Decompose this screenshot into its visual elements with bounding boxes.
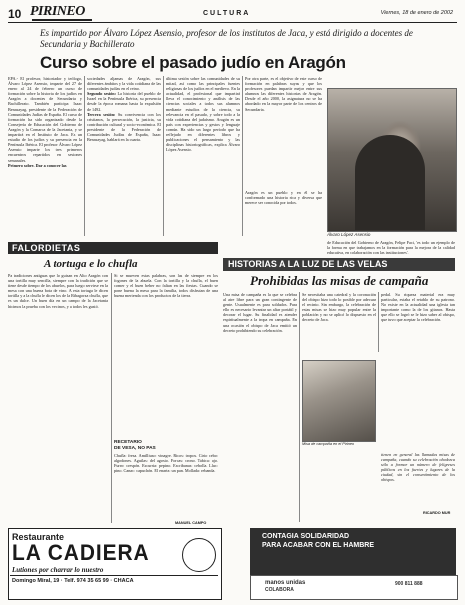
header-divider xyxy=(8,22,457,23)
article-kicker: Es impartido por Álvaro López Asensio, profesor de los institutos de Jaca, y está dirigido a docentes de Secundaria y Bachillerato xyxy=(40,28,413,49)
photo-caption: Misa de campaña en el Pirineo xyxy=(302,442,355,446)
article-column-1 xyxy=(8,76,82,168)
article2-column-3 xyxy=(381,292,455,323)
session-heading: Segundo sesión: xyxy=(87,91,116,97)
article-column-2 xyxy=(87,76,161,142)
article2-column-4 xyxy=(381,452,455,483)
article-column-3 xyxy=(166,76,240,152)
ad-phone: 900 811 888 xyxy=(395,581,423,587)
column-divider xyxy=(111,273,112,523)
recetario-subtitle: DE VESA, NO PAS xyxy=(114,446,156,451)
article-text: pedal. Su riqueza material era muy particular, estaba el retablo de su patrono. No existe en la actualidad una iglesia tan importante como la de los gitanos. Hasta que ello se logró se le hizo saber al obispo, que tuvo que aceptar la celebración. xyxy=(381,292,455,323)
article-text: Su convivencia con los cristianos, la persecución, la justicia, su contribución cultural y socio-económica. El presidente de la Federación de Comunidades Judías de España, Isaac Benasayag, hablará en la cuarta. xyxy=(87,111,161,143)
recetario-list xyxy=(114,453,218,473)
author-signature: RICARDO MUR xyxy=(423,511,451,515)
recipe-column-1 xyxy=(8,273,108,309)
article-text: Por otra parte, es el objetivo de este curso de formación en palabras suyas y que los profesores puedan impartir mejor entre sus alumnos las diferentes historias de Aragón. Desde el año 2000, la asignatura no se ha abordado en la mayor parte de los centros de Secundaria. xyxy=(245,76,322,112)
recipe-title: A tortuga e lo chufla xyxy=(44,258,138,270)
newspaper-logo: PIRINEO xyxy=(30,4,85,19)
ad-subheadline: PARA ACABAR CON EL HAMBRE xyxy=(262,542,374,549)
ad-slogan: Lutiones por charrar lo nuestro xyxy=(12,566,104,574)
ad-headline: CONTAGIA SOLIDARIDAD xyxy=(262,533,350,540)
logo-underline xyxy=(32,19,92,21)
ad-divider xyxy=(10,575,218,576)
article2-column-1 xyxy=(223,292,297,333)
recipe-text: Si se mueven estas palabras, son las de siempre en los fogones de la abuela. Con la tortilla y la chufla, el buen comer y el buen beber no faltan en las fiestas. Cuando se pone buena la mesa para la familia, todos disfrutan de una buena merienda con los productos de la tierra. xyxy=(114,273,218,299)
recetario-title: RECETARIO xyxy=(114,440,142,445)
person-silhouette xyxy=(355,135,425,230)
issue-date: Viernes, 18 de enero de 2002 xyxy=(380,10,453,16)
article-text: Una misa de campaña es la que se celebra al aire libre para un gran contingente de gente. Usualmente es para soldados. Para ello es necesario levantar un altar portátil y decorar el lugar. Su finalidad es atender espiritualmente a la tropa en campaña. En una ocasión el obispo de Jaca emitió un decreto prohibiendo su celebración. xyxy=(223,292,297,333)
ad-address: Domingo Miral, 19 · Telf. 974 35 65 99 · CHACA xyxy=(12,578,134,584)
section-band-label: HISTORIAS A LA LUZ DE LAS VELAS xyxy=(228,259,388,269)
ad-restaurant-label: Restaurante xyxy=(12,532,65,542)
session-heading: Tercera sesión: xyxy=(87,111,116,117)
column-divider xyxy=(242,76,243,236)
article-text: La historia del pueblo de Israel en la Península Ibérica, su presencia desde la época romana hasta la expulsión de 1492. xyxy=(87,91,161,112)
recetario-heading xyxy=(114,440,156,452)
column-divider xyxy=(163,76,164,236)
page-number: 10 xyxy=(8,7,22,21)
ad-brand-sub: COLABORA xyxy=(265,587,294,593)
article-text: Primero sobre. Dar a conocer las xyxy=(8,162,67,168)
article-text: Se necesitaba una catedral y la coronación del obispo hizo todo lo posible por adecuar el recinto. Sin embargo, la celebración de estas misas se hizo muy popular entre la población y no se aplicó lo dispuesto en el decreto de Jaca. xyxy=(302,292,376,323)
author-signature: MANUEL CAMPO xyxy=(175,521,207,525)
article-column-4 xyxy=(245,76,322,112)
ad-restaurant-name: LA CADIERA xyxy=(12,540,150,565)
photo-caption: Álvaro López Asensio xyxy=(327,232,371,237)
article-headline: Curso sobre el pasado judío en Aragón xyxy=(40,53,346,72)
article-column-4b xyxy=(245,190,322,205)
column-divider xyxy=(378,292,379,352)
article-text: tienen en general las llamadas misas de campaña, cuando su celebración obedezca sólo a formar un número de feligreses públicos en los fuertes y lugares de la ciudad, sin el consentimiento de los obispos. xyxy=(381,452,455,483)
recipe-column-2 xyxy=(114,273,218,298)
article-text: última sesión sobre las comunidades de su mitad, así como las principales fuentes religiosas de los judíos en el medievo. En la actualidad, el profesional que impartirá lleva el conocimiento y análisis de las ciencias sociales a todos sus alumnos mediante estudios de la ciencia, su relevancia en el pasado, y sobre todo a la vida cotidiana del judaísmo. Aragón es un país con experiencias y gestos y lenguaje común. Ha sido un largo período que ha reflejado en diferentes libros y publicaciones el pensamiento y las disciplinas historiográficas, explica Álvaro López Asensio. xyxy=(166,76,240,153)
recipe-text: Pa tradiciones antiguas que lo guisan en Alto Aragón con una tortilla muy sencilla, siempre con la tradición que se tiene desde tiempo de los abuelos, para luego servirse en la mesa con una buena bota de vino. A esta tortuga le dicen tortilla y a la chufla le dicen los de la Ribagorza chufla, que es un dulce. Un buen día en un campo de la Jacetania hicimos la prueba con los vecinos, y a todos les gustó. xyxy=(8,273,108,309)
article-text: EPA.- El profesor, historiador y teólogo, Álvaro López Asensio, imparte del 27 de enero al 24 de febrero un curso de formación sobre la historia de los judíos en Aragón a docentes de Secundaria y Bachillerato. También participa Isaac Benasayag, presidente de la Federación de Comunidades Judías de España. El curso de formación ha sido organizado desde la Consejería de Educación del Gobierno de Aragón y la Comarca de la Jacetania, y se impartirá en el Instituto de Jaca. Es un estudio de los judíos y su presencia en la Península Ibérica. El profesor Álvaro López Asensio imparte los tres primeros encuentros repartidos en sesiones semanales. xyxy=(8,76,82,163)
article-text: de Educación del Gobierno de Aragón, Felipe Faci, 'es todo un ejemplo de la forma en que trabajamos en la formación para la mejora de la calidad educativa, en colaboración con las instituciones'. xyxy=(327,240,455,256)
section-band-label: FALORDIETAS xyxy=(12,243,81,253)
recetario-text: Chufla: fresa. Amilliuso: vinagre. Ricos: tropos. Cirio cebo: algodones. Aguilas: del agosto. Forcas: crono. Tabica: ajo. Furro: crespón. Escurria: pepino. Escribanas: cebolla. Lluc: pino. Canac: capuchón. El enartz: un pan. Mollada: rebanda. xyxy=(114,453,218,474)
article-headline: Prohibidas las misas de campaña xyxy=(250,273,429,288)
column-divider xyxy=(84,76,85,236)
article-column-5 xyxy=(327,240,455,255)
historic-photo xyxy=(302,360,376,442)
ad-brand: manos unidas xyxy=(265,580,306,586)
article-text: Aragón es un pueblo y en él se ha conformado una historia rica y diversa que merece ser conocida por todos. xyxy=(245,190,322,206)
section-title: CULTURA xyxy=(203,10,251,17)
article-text: sociedades aljamas de Aragón, sus diferentes ámbitos y la vida cotidiana de las comunidades judías en el reino. xyxy=(87,76,161,92)
column-divider xyxy=(299,292,300,522)
article2-column-2 xyxy=(302,292,376,323)
restaurant-logo-icon xyxy=(182,538,216,572)
